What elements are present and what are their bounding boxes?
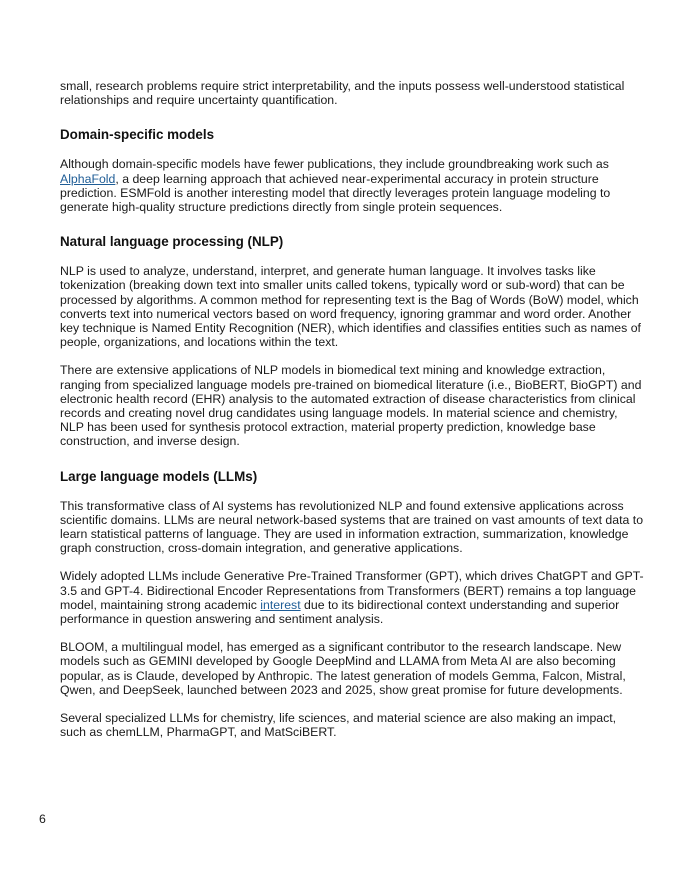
section-heading-nlp: Natural language processing (NLP) xyxy=(60,234,284,250)
alphafold-link[interactable]: AlphaFold xyxy=(60,171,116,186)
nlp-paragraph-1: NLP is used to analyze, understand, interpret, and generate human language. It involves tasks like tokenization (breaking down text into smaller units called tokens, typically word or sub-word) that can be processed by algorithms. A common method for representing text is the Bag of Words (BoW) model, which converts text into numerical vectors based on word frequency, ignoring grammar and word order. Another key technique is Named Entity Recognition (NER), which identifies and classifies entities such as names of people, organizations, and locations within the text. xyxy=(60,264,641,350)
llm-paragraph-3: BLOOM, a multilingual model, has emerged as a significant contributor to the research landscape. New models such as GEMINI developed by Google DeepMind and LLAMA from Meta AI are also becoming popular, as is Claude, developed by Anthropic. The latest generation of models Gemma, Falcon, Mistral, Qwen, and DeepSeek, launched between 2023 and 2025, show great promise for future developments. xyxy=(60,640,626,697)
intro-paragraph: small, research problems require strict interpretability, and the inputs possess well-understood statistical relationships and require uncertainty quantification. xyxy=(60,79,625,108)
llm-p2-text-after: due to its bidirectional context understanding and superior performance in question answering and sentiment analysis. xyxy=(60,597,620,627)
section-heading-llm: Large language models (LLMs) xyxy=(60,468,258,484)
page-number: 6 xyxy=(39,812,46,826)
domain-specific-paragraph xyxy=(60,157,644,214)
llm-paragraph-4: Several specialized LLMs for chemistry, life sciences, and material science are also making an impact, such as chemLLM, PharmaGPT, and MatSciBERT. xyxy=(60,711,617,740)
document-body xyxy=(60,79,644,754)
llm-paragraph-2 xyxy=(60,569,644,626)
nlp-paragraph-2: There are extensive applications of NLP models in biomedical text mining and knowledge extraction, ranging from specialized language models pre-trained on biomedical literature (i.e., BioBERT, BioGPT) and electronic health record (EHR) analysis to the automated extraction of disease characteristics from clinical records and creating novel drug candidates using language models. In material science and chemistry, NLP has been used for synthesis protocol extraction, material property prediction, knowledge base construction, and inverse design. xyxy=(60,363,642,449)
domain-specific-text-before: Although domain-specific models have fewer publications, they include groundbreaking work such as xyxy=(60,157,609,172)
interest-link[interactable]: interest xyxy=(260,597,301,612)
llm-p2-text-before: Widely adopted LLMs include Generative Pre-Trained Transformer (GPT), which drives ChatGPT and GPT-3.5 and GPT-4. Bidirectional Encoder Representations from Transformers (BERT) remains a top language model, maintaining strong academic xyxy=(60,569,644,612)
domain-specific-text-after: , a deep learning approach that achieved near-experimental accuracy in protein structure prediction. ESMFold is another interesting model that directly leverages protein language modeling to generate high-quality structure predictions directly from single protein sequences. xyxy=(60,171,611,215)
section-heading-domain-specific: Domain-specific models xyxy=(60,127,215,143)
llm-paragraph-1: This transformative class of AI systems has revolutionized NLP and found extensive applications across scientific domains. LLMs are neural network-based systems that are trained on vast amounts of text data to learn statistical patterns of language. They are used in information extraction, summarization, knowledge graph construction, cross-domain integration, and generative applications. xyxy=(60,498,644,556)
